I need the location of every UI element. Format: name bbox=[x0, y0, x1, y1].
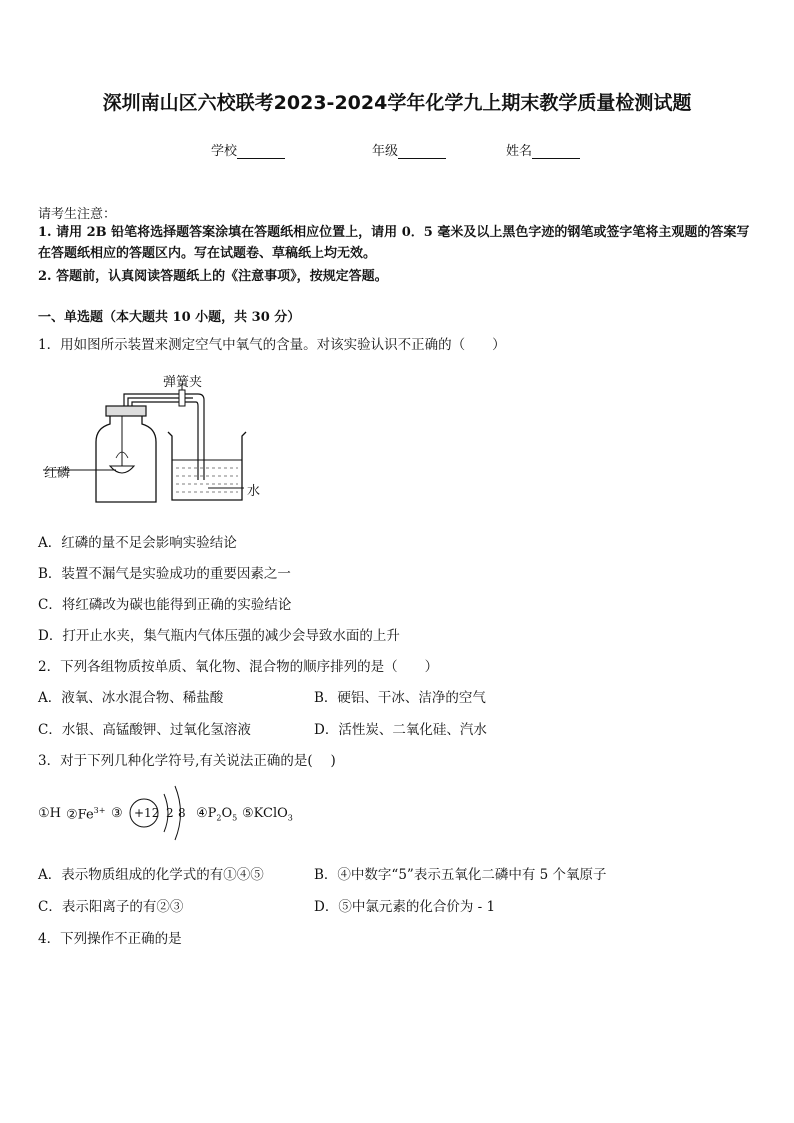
name-blank bbox=[532, 144, 580, 159]
question-1-option-c: C．将红磷改为碳也能得到正确的实验结论 bbox=[38, 597, 292, 613]
figure-label-spring-clip: 弹簧夹 bbox=[163, 375, 203, 390]
question-2-option-b: B．硬铝、干冰、洁净的空气 bbox=[314, 690, 486, 706]
question-1-option-d: D．打开止水夹，集气瓶内气体压强的减少会导致水面的上升 bbox=[38, 628, 400, 644]
question-3-option-a: A．表示物质组成的化学式的有①④⑤ bbox=[38, 867, 264, 883]
symbol-2: $②Fe^{3+}$ bbox=[66, 806, 106, 823]
oxygen-apparatus-figure bbox=[38, 362, 278, 514]
name-field bbox=[506, 140, 580, 159]
figure-label-water: 水 bbox=[247, 484, 261, 499]
grade-field bbox=[372, 140, 446, 159]
notice-heading: 请考生注意： bbox=[38, 207, 117, 222]
school-field bbox=[211, 140, 285, 159]
symbol-1: ①H bbox=[38, 806, 61, 821]
symbol-5: ⑤KClO$_3$ bbox=[242, 806, 293, 823]
symbol-3-index: ③ bbox=[111, 806, 123, 821]
figure-label-red-phosphorus: 红磷 bbox=[44, 466, 71, 481]
question-2-stem: 2．下列各组物质按单质、氧化物、混合物的顺序排列的是（ ） bbox=[38, 659, 439, 675]
gas-bottle bbox=[96, 414, 156, 502]
spring-clip bbox=[179, 390, 185, 406]
page-title: 深圳南山区六校联考2023-2024学年化学九上期末教学质量检测试题 bbox=[102, 92, 692, 114]
school-label: 学校 bbox=[211, 144, 238, 159]
question-3-stem: 3．对于下列几种化学符号,有关说法正确的是( ) bbox=[38, 753, 336, 769]
bottle-stopper bbox=[106, 406, 146, 416]
beaker bbox=[168, 432, 246, 500]
notice-item-1: 1. 请用 2B 铅笔将选择题答案涂填在答题纸相应位置上，请用 0．5 毫米及以上黑色字迹的钢笔或签字笔将主观题的答案写在答题纸相应的答题区内。写在试题卷、草稿纸上均无效。 bbox=[38, 225, 750, 261]
grade-label: 年级 bbox=[372, 144, 399, 159]
school-blank bbox=[237, 144, 285, 159]
question-1-option-a: A．红磷的量不足会影响实验结论 bbox=[38, 535, 237, 551]
question-3-option-b: B．④中数字“5”表示五氧化二磷中有 5 个氧原子 bbox=[314, 867, 607, 883]
question-2-option-a: A．液氧、冰水混合物、稀盐酸 bbox=[38, 690, 224, 706]
question-3-option-c: C．表示阳离子的有②③ bbox=[38, 899, 184, 915]
shell-1-electrons: 2 bbox=[166, 806, 174, 820]
name-label: 姓名 bbox=[506, 144, 533, 159]
question-2-option-d: D．活性炭、二氧化硅、汽水 bbox=[314, 722, 487, 738]
symbol-4: $④P_2O_5$ bbox=[196, 806, 238, 823]
grade-blank bbox=[398, 144, 446, 159]
question-1-option-b: B．装置不漏气是实验成功的重要因素之一 bbox=[38, 566, 291, 582]
section-heading: 一、单选题（本大题共 10 小题，共 30 分） bbox=[38, 310, 301, 325]
notice-item-2: 2. 答题前，认真阅读答题纸上的《注意事项》，按规定答题。 bbox=[38, 269, 388, 284]
question-1-stem: 1．用如图所示装置来测定空气中氧气的含量。对该实验认识不正确的（ ） bbox=[38, 337, 506, 353]
question-4-stem: 4．下列操作不正确的是 bbox=[38, 931, 182, 947]
question-2-option-c: C．水银、高锰酸钾、过氧化氢溶液 bbox=[38, 722, 251, 738]
question-3-option-d: D．⑤中氯元素的化合价为 - 1 bbox=[314, 899, 496, 915]
shell-2-electrons: 8 bbox=[178, 806, 186, 820]
nucleus-charge: +12 bbox=[134, 806, 160, 820]
